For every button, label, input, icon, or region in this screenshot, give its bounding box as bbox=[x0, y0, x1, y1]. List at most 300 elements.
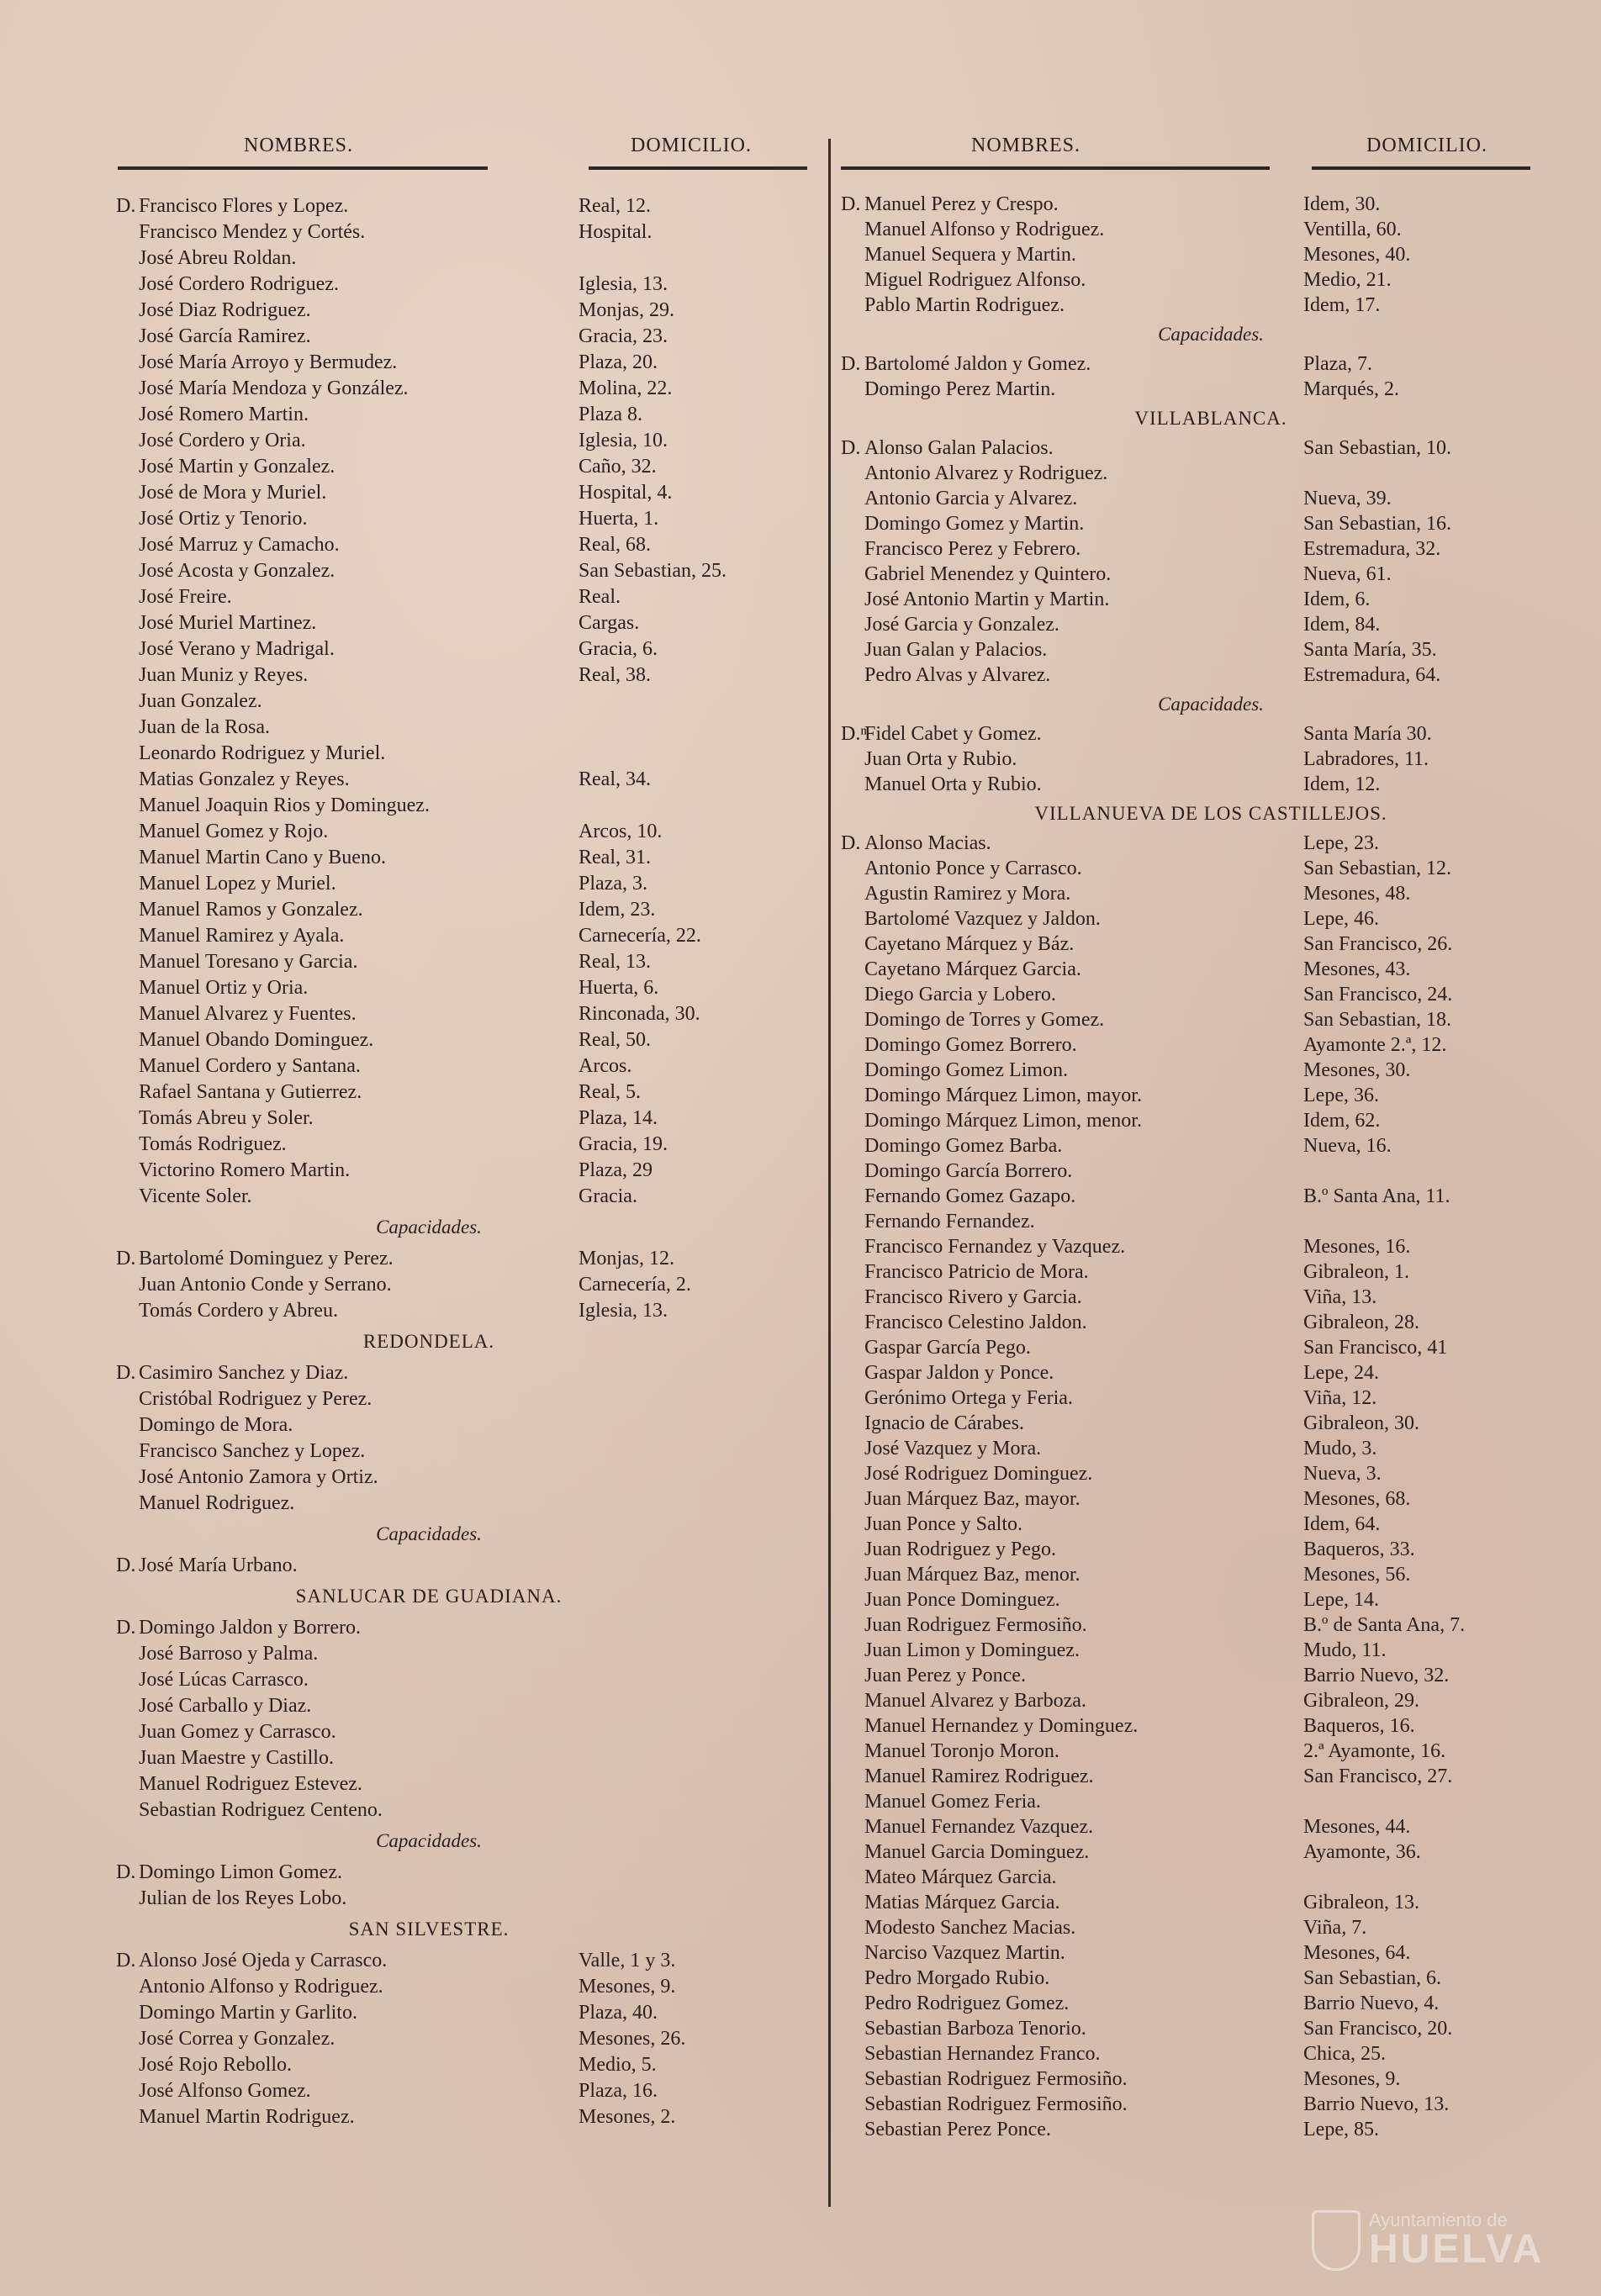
person-name: Domingo Gomez Borrero. bbox=[864, 1034, 1077, 1056]
domicilio: 2.ª Ayamonte, 16. bbox=[1303, 1740, 1446, 1762]
table-row bbox=[0, 612, 824, 638]
person-name: Manuel Orta y Rubio. bbox=[864, 773, 1042, 795]
table-row bbox=[832, 1791, 1601, 1817]
person-name: Francisco Celestino Jaldon. bbox=[864, 1312, 1087, 1333]
person-name: Fidel Cabet y Gomez. bbox=[864, 723, 1042, 745]
domicilio: Mesones, 2. bbox=[579, 2106, 676, 2128]
domicilio: Medio, 21. bbox=[1303, 269, 1392, 291]
table-row bbox=[832, 1059, 1601, 1085]
person-name: Mateo Márquez Garcia. bbox=[864, 1866, 1057, 1888]
domicilio: Rinconada, 30. bbox=[579, 1003, 700, 1025]
table-row bbox=[0, 794, 824, 821]
table-row bbox=[832, 1740, 1601, 1766]
person-name: Tomás Rodriguez. bbox=[139, 1133, 287, 1155]
person-name: Juan Márquez Baz, menor. bbox=[864, 1564, 1081, 1586]
person-name: Domingo de Mora. bbox=[139, 1414, 293, 1436]
table-row bbox=[0, 1799, 824, 1825]
domicilio: Lepe, 24. bbox=[1303, 1362, 1379, 1384]
table-row bbox=[0, 1003, 824, 1029]
domicilio: Gibraleon, 13. bbox=[1303, 1892, 1419, 1913]
table-row bbox=[832, 437, 1601, 463]
table-row bbox=[832, 462, 1601, 488]
person-name: Cayetano Márquez Garcia. bbox=[864, 958, 1081, 980]
domicilio: Nueva, 16. bbox=[1303, 1135, 1392, 1157]
person-name: José Acosta y Gonzalez. bbox=[139, 560, 336, 582]
person-name: Domingo García Borrero. bbox=[864, 1160, 1073, 1182]
table-row bbox=[832, 1312, 1601, 1338]
don-prefix: D. bbox=[841, 437, 861, 459]
domicilio: Barrio Nuevo, 4. bbox=[1303, 1993, 1440, 2014]
table-row bbox=[0, 1274, 824, 1300]
table-row bbox=[0, 638, 824, 664]
table-row bbox=[832, 1211, 1601, 1237]
table-row bbox=[832, 589, 1601, 615]
person-name: Juan Gonzalez. bbox=[139, 690, 262, 712]
person-name: Domingo Gomez Barba. bbox=[864, 1135, 1063, 1157]
person-name: Bartolomé Dominguez y Perez. bbox=[139, 1248, 394, 1269]
person-name: Matias Márquez Garcia. bbox=[864, 1892, 1060, 1913]
person-name: Manuel Obando Dominguez. bbox=[139, 1029, 374, 1051]
table-row bbox=[832, 1513, 1601, 1539]
table-row bbox=[832, 1362, 1601, 1388]
domicilio: Plaza, 40. bbox=[579, 2002, 658, 2024]
person-name: José Antonio Martin y Martin. bbox=[864, 589, 1110, 610]
section-town-heading: VILLABLANCA. bbox=[1134, 408, 1287, 429]
domicilio: Nueva, 3. bbox=[1303, 1463, 1382, 1485]
table-row bbox=[832, 858, 1601, 884]
person-name: José Diaz Rodriguez. bbox=[139, 299, 311, 321]
domicilio: Hospital, 4. bbox=[579, 482, 673, 504]
table-row bbox=[832, 513, 1601, 539]
domicilio: Huerta, 6. bbox=[579, 977, 659, 999]
table-row bbox=[832, 244, 1601, 270]
person-name: Juan Orta y Rubio. bbox=[864, 748, 1017, 770]
person-name: Manuel Toronjo Moron. bbox=[864, 1740, 1059, 1762]
domicilio: Real, 68. bbox=[579, 534, 651, 556]
table-row bbox=[0, 1617, 824, 1643]
person-name: Francisco Perez y Febrero. bbox=[864, 538, 1081, 560]
person-name: Julian de los Reyes Lobo. bbox=[139, 1887, 347, 1909]
domicilio: Carnecería, 22. bbox=[579, 925, 701, 947]
table-row bbox=[832, 958, 1601, 984]
domicilio: Mudo, 11. bbox=[1303, 1639, 1387, 1661]
table-row bbox=[832, 2119, 1601, 2145]
person-name: José Alfonso Gomez. bbox=[139, 2080, 311, 2102]
domicilio: San Francisco, 26. bbox=[1303, 933, 1453, 955]
table-row bbox=[832, 193, 1601, 219]
table-row bbox=[0, 1861, 824, 1887]
table-row bbox=[0, 1643, 824, 1669]
table-row bbox=[832, 1337, 1601, 1363]
table-row bbox=[0, 925, 824, 951]
left-header-nombres: NOMBRES. bbox=[244, 135, 354, 156]
table-row bbox=[0, 221, 824, 247]
table-row bbox=[0, 821, 824, 847]
person-name: Leonardo Rodriguez y Muriel. bbox=[139, 742, 386, 764]
domicilio: Santa María, 35. bbox=[1303, 639, 1437, 661]
person-name: Sebastian Rodriguez Centeno. bbox=[139, 1799, 383, 1821]
don-prefix: D. bbox=[116, 1248, 136, 1269]
person-name: Manuel Alfonso y Rodriguez. bbox=[864, 219, 1105, 240]
domicilio: Molina, 22. bbox=[579, 377, 673, 399]
person-name: Francisco Fernandez y Vazquez. bbox=[864, 1236, 1126, 1258]
table-row bbox=[832, 219, 1601, 245]
table-row bbox=[0, 2028, 824, 2054]
domicilio: Santa María 30. bbox=[1303, 723, 1432, 745]
person-name: Narciso Vazquez Martin. bbox=[864, 1942, 1065, 1964]
section-town-heading: SAN SILVESTRE. bbox=[348, 1919, 510, 1940]
table-row bbox=[832, 1841, 1601, 1867]
person-name: Alonso Galan Palacios. bbox=[864, 437, 1054, 459]
person-name: Cristóbal Rodriguez y Perez. bbox=[139, 1388, 373, 1410]
person-name: Modesto Sanchez Macias. bbox=[864, 1917, 1076, 1939]
domicilio: Lepe, 85. bbox=[1303, 2119, 1379, 2140]
person-name: Ignacio de Cárabes. bbox=[864, 1412, 1024, 1434]
don-prefix: D.ⁿ bbox=[841, 723, 867, 745]
table-row bbox=[0, 1029, 824, 1055]
person-name: Gaspar García Pego. bbox=[864, 1337, 1031, 1359]
table-row bbox=[832, 2043, 1601, 2069]
person-name: Manuel Sequera y Martin. bbox=[864, 244, 1076, 266]
domicilio: Mesones, 64. bbox=[1303, 1942, 1411, 1964]
domicilio: Real, 34. bbox=[579, 768, 651, 790]
table-row bbox=[0, 1721, 824, 1747]
person-name: Juan Maestre y Castillo. bbox=[139, 1747, 334, 1769]
person-name: Gaspar Jaldon y Ponce. bbox=[864, 1362, 1054, 1384]
table-row bbox=[0, 534, 824, 560]
table-row bbox=[0, 508, 824, 534]
domicilio: B.º de Santa Ana, 7. bbox=[1303, 1614, 1466, 1636]
person-name: José María Urbano. bbox=[139, 1554, 298, 1576]
table-row bbox=[0, 299, 824, 325]
person-name: Juan Galan y Palacios. bbox=[864, 639, 1048, 661]
table-row bbox=[832, 1488, 1601, 1514]
domicilio: Gracia, 23. bbox=[579, 325, 668, 347]
table-row bbox=[832, 1993, 1601, 2019]
person-name: Manuel Gomez y Rojo. bbox=[139, 821, 329, 842]
domicilio: Real, 13. bbox=[579, 951, 651, 973]
person-name: Juan Márquez Baz, mayor. bbox=[864, 1488, 1081, 1510]
person-name: Rafael Santana y Gutierrez. bbox=[139, 1081, 362, 1103]
person-name: Manuel Gomez Feria. bbox=[864, 1791, 1041, 1813]
domicilio: San Sebastian, 6. bbox=[1303, 1967, 1441, 1989]
person-name: Sebastian Perez Ponce. bbox=[864, 2119, 1051, 2140]
domicilio: Gibraleon, 29. bbox=[1303, 1690, 1419, 1712]
person-name: Pablo Martin Rodriguez. bbox=[864, 294, 1065, 316]
domicilio: Idem, 62. bbox=[1303, 1110, 1381, 1132]
table-row bbox=[832, 269, 1601, 295]
table-row bbox=[0, 1055, 824, 1081]
don-prefix: D. bbox=[841, 193, 861, 215]
person-name: José Verano y Madrigal. bbox=[139, 638, 335, 660]
table-row bbox=[832, 1085, 1601, 1111]
domicilio: Mesones, 44. bbox=[1303, 1816, 1411, 1838]
table-row bbox=[832, 1589, 1601, 1615]
table-row bbox=[832, 664, 1601, 690]
domicilio: San Francisco, 41 bbox=[1303, 1337, 1448, 1359]
table-row bbox=[0, 1773, 824, 1799]
don-prefix: D. bbox=[841, 353, 861, 375]
domicilio: Baqueros, 16. bbox=[1303, 1715, 1415, 1737]
person-name: Manuel Alvarez y Fuentes. bbox=[139, 1003, 357, 1025]
column-divider bbox=[828, 139, 831, 2207]
domicilio: Hospital. bbox=[579, 221, 653, 243]
person-name: Manuel Lopez y Muriel. bbox=[139, 873, 336, 895]
person-name: Casimiro Sanchez y Diaz. bbox=[139, 1362, 349, 1384]
table-row bbox=[0, 1300, 824, 1326]
person-name: Manuel Rodriguez Estevez. bbox=[139, 1773, 362, 1795]
don-prefix: D. bbox=[116, 1362, 136, 1384]
person-name: Manuel Cordero y Santana. bbox=[139, 1055, 361, 1077]
person-name: José Antonio Zamora y Ortiz. bbox=[139, 1466, 378, 1488]
person-name: José Abreu Roldan. bbox=[139, 247, 297, 269]
domicilio: Mesones, 43. bbox=[1303, 958, 1411, 980]
domicilio: San Sebastian, 18. bbox=[1303, 1009, 1451, 1031]
domicilio: Lepe, 46. bbox=[1303, 908, 1379, 930]
person-name: Domingo Martin y Garlito. bbox=[139, 2002, 357, 2024]
table-row bbox=[0, 1554, 824, 1581]
domicilio: Real, 12. bbox=[579, 195, 651, 217]
domicilio: Ayamonte 2.ª, 12. bbox=[1303, 1034, 1447, 1056]
table-row bbox=[0, 1248, 824, 1274]
right-header-domicilio: DOMICILIO. bbox=[1366, 135, 1487, 156]
table-row bbox=[0, 586, 824, 612]
person-name: José Barroso y Palma. bbox=[139, 1643, 319, 1665]
table-row bbox=[832, 908, 1601, 934]
person-name: Bartolomé Jaldon y Gomez. bbox=[864, 353, 1091, 375]
table-row bbox=[832, 1034, 1601, 1060]
table-row bbox=[0, 977, 824, 1003]
person-name: Juan Gomez y Carrasco. bbox=[139, 1721, 336, 1743]
table-row bbox=[0, 404, 824, 430]
domicilio: Real, 5. bbox=[579, 1081, 641, 1103]
watermark-line2: HUELVA bbox=[1369, 2227, 1545, 2272]
person-name: Juan Antonio Conde y Serrano. bbox=[139, 1274, 392, 1296]
domicilio: Mesones, 26. bbox=[579, 2028, 686, 2050]
person-name: Juan Perez y Ponce. bbox=[864, 1665, 1026, 1686]
person-name: Pedro Alvas y Alvarez. bbox=[864, 664, 1051, 686]
domicilio: Mesones, 30. bbox=[1303, 1059, 1411, 1081]
domicilio: Plaza, 14. bbox=[579, 1107, 658, 1129]
domicilio: Mesones, 48. bbox=[1303, 883, 1411, 905]
person-name: Juan de la Rosa. bbox=[139, 716, 270, 738]
domicilio: Plaza, 3. bbox=[579, 873, 647, 895]
person-name: Alonso José Ojeda y Carrasco. bbox=[139, 1950, 388, 1971]
person-name: Francisco Rivero y Garcia. bbox=[864, 1286, 1082, 1308]
domicilio: Iglesia, 13. bbox=[579, 273, 668, 295]
table-row bbox=[832, 1110, 1601, 1136]
person-name: Manuel Ramirez Rodriguez. bbox=[864, 1766, 1094, 1787]
table-row bbox=[832, 1009, 1601, 1035]
table-row bbox=[0, 273, 824, 299]
person-name: Sebastian Hernandez Franco. bbox=[864, 2043, 1101, 2065]
person-name: Domingo Perez Martin. bbox=[864, 378, 1056, 400]
left-header-rule-2 bbox=[589, 166, 807, 170]
table-row bbox=[832, 1942, 1601, 1968]
table-row bbox=[0, 1950, 824, 1976]
person-name: José María Mendoza y González. bbox=[139, 377, 409, 399]
person-name: Manuel Ortiz y Oria. bbox=[139, 977, 309, 999]
domicilio: San Sebastian, 25. bbox=[579, 560, 727, 582]
table-row bbox=[832, 1438, 1601, 1464]
crest-icon bbox=[1312, 2210, 1361, 2271]
person-name: José Lúcas Carrasco. bbox=[139, 1669, 309, 1691]
table-row bbox=[0, 377, 824, 404]
table-row bbox=[832, 1539, 1601, 1565]
table-row bbox=[0, 742, 824, 768]
domicilio: Mesones, 56. bbox=[1303, 1564, 1411, 1586]
domicilio: Barrio Nuevo, 13. bbox=[1303, 2093, 1450, 2115]
person-name: Manuel Rodriguez. bbox=[139, 1492, 295, 1514]
person-name: Francisco Sanchez y Lopez. bbox=[139, 1440, 366, 1462]
domicilio: Lepe, 23. bbox=[1303, 832, 1379, 854]
don-prefix: D. bbox=[116, 1554, 136, 1576]
table-row bbox=[0, 430, 824, 456]
table-row bbox=[832, 353, 1601, 379]
domicilio: Real. bbox=[579, 586, 621, 608]
table-row bbox=[0, 2106, 824, 2132]
table-row bbox=[0, 1414, 824, 1440]
don-prefix: D. bbox=[116, 1950, 136, 1971]
table-row bbox=[832, 933, 1601, 959]
table-row bbox=[832, 1967, 1601, 1993]
table-row bbox=[832, 538, 1601, 564]
person-name: José Marruz y Camacho. bbox=[139, 534, 340, 556]
person-name: Domingo Jaldon y Borrero. bbox=[139, 1617, 361, 1639]
table-row bbox=[0, 1492, 824, 1518]
domicilio: Mudo, 3. bbox=[1303, 1438, 1377, 1459]
person-name: Domingo Márquez Limon, mayor. bbox=[864, 1085, 1142, 1106]
section-town-heading: VILLANUEVA DE LOS CASTILLEJOS. bbox=[1034, 803, 1387, 824]
section-town-heading: REDONDELA. bbox=[362, 1331, 495, 1352]
person-name: Manuel Fernandez Vazquez. bbox=[864, 1816, 1094, 1838]
table-row bbox=[832, 1917, 1601, 1943]
table-row bbox=[832, 1236, 1601, 1262]
table-row bbox=[0, 482, 824, 508]
right-header-nombres: NOMBRES. bbox=[971, 135, 1081, 156]
table-row bbox=[0, 1887, 824, 1913]
table-row bbox=[832, 488, 1601, 514]
domicilio: Medio, 5. bbox=[579, 2054, 657, 2076]
table-row bbox=[832, 1715, 1601, 1741]
person-name: José Carballo y Diaz. bbox=[139, 1695, 312, 1717]
domicilio: Plaza, 29 bbox=[579, 1159, 653, 1181]
table-row bbox=[0, 247, 824, 273]
domicilio: San Francisco, 24. bbox=[1303, 984, 1453, 1005]
table-row bbox=[832, 1286, 1601, 1312]
domicilio: Gibraleon, 28. bbox=[1303, 1312, 1419, 1333]
person-name: Tomás Abreu y Soler. bbox=[139, 1107, 314, 1129]
person-name: Victorino Romero Martin. bbox=[139, 1159, 351, 1181]
person-name: José Cordero y Oria. bbox=[139, 430, 306, 451]
domicilio: Estremadura, 32. bbox=[1303, 538, 1441, 560]
domicilio: B.º Santa Ana, 11. bbox=[1303, 1185, 1450, 1207]
person-name: Antonio Ponce y Carrasco. bbox=[864, 858, 1082, 879]
table-row bbox=[0, 2080, 824, 2106]
domicilio: Gracia, 19. bbox=[579, 1133, 668, 1155]
table-row bbox=[832, 1261, 1601, 1287]
section-town-heading: SANLUCAR DE GUADIANA. bbox=[295, 1586, 563, 1607]
domicilio: Nueva, 39. bbox=[1303, 488, 1392, 509]
person-name: Sebastian Barboza Tenorio. bbox=[864, 2018, 1086, 2040]
huelva-watermark bbox=[1312, 2198, 1589, 2283]
person-name: Bartolomé Vazquez y Jaldon. bbox=[864, 908, 1101, 930]
table-row bbox=[832, 832, 1601, 858]
person-name: Gabriel Menendez y Quintero. bbox=[864, 563, 1112, 585]
person-name: José de Mora y Muriel. bbox=[139, 482, 327, 504]
person-name: Pedro Morgado Rubio. bbox=[864, 1967, 1050, 1989]
table-row bbox=[832, 563, 1601, 589]
person-name: José Garcia y Gonzalez. bbox=[864, 614, 1059, 636]
person-name: Manuel Garcia Dominguez. bbox=[864, 1841, 1090, 1863]
table-row bbox=[832, 883, 1601, 909]
person-name: Juan Rodriguez Fermosiño. bbox=[864, 1614, 1087, 1636]
domicilio: Gibraleon, 1. bbox=[1303, 1261, 1409, 1283]
person-name: Domingo Gomez Limon. bbox=[864, 1059, 1068, 1081]
domicilio: Cargas. bbox=[579, 612, 640, 634]
domicilio: Idem, 84. bbox=[1303, 614, 1381, 636]
table-row bbox=[832, 1387, 1601, 1413]
table-row bbox=[832, 2093, 1601, 2119]
left-header-domicilio: DOMICILIO. bbox=[631, 135, 752, 156]
table-row bbox=[0, 716, 824, 742]
table-row bbox=[0, 1159, 824, 1185]
person-name: Manuel Martin Rodriguez. bbox=[139, 2106, 355, 2128]
domicilio: Arcos. bbox=[579, 1055, 632, 1077]
domicilio: Lepe, 14. bbox=[1303, 1589, 1379, 1611]
table-row bbox=[832, 1816, 1601, 1842]
table-row bbox=[0, 1976, 824, 2002]
person-name: Domingo Márquez Limon, menor. bbox=[864, 1110, 1142, 1132]
table-row bbox=[832, 1690, 1601, 1716]
table-row bbox=[0, 560, 824, 586]
domicilio: San Sebastian, 10. bbox=[1303, 437, 1451, 459]
table-row bbox=[832, 1614, 1601, 1640]
person-name: Manuel Alvarez y Barboza. bbox=[864, 1690, 1086, 1712]
domicilio: Chica, 25. bbox=[1303, 2043, 1386, 2065]
domicilio: Mesones, 40. bbox=[1303, 244, 1411, 266]
person-name: José Ortiz y Tenorio. bbox=[139, 508, 308, 530]
person-name: José María Arroyo y Bermudez. bbox=[139, 351, 398, 373]
domicilio: Carnecería, 2. bbox=[579, 1274, 691, 1296]
table-row bbox=[832, 614, 1601, 640]
domicilio: Monjas, 12. bbox=[579, 1248, 674, 1269]
table-row bbox=[0, 1185, 824, 1211]
table-row bbox=[832, 1463, 1601, 1489]
domicilio: San Francisco, 20. bbox=[1303, 2018, 1453, 2040]
domicilio: Ayamonte, 36. bbox=[1303, 1841, 1421, 1863]
table-row bbox=[832, 1866, 1601, 1892]
table-row bbox=[0, 1695, 824, 1721]
person-name: José Muriel Martinez. bbox=[139, 612, 317, 634]
person-name: Domingo Limon Gomez. bbox=[139, 1861, 342, 1883]
person-name: Domingo de Torres y Gomez. bbox=[864, 1009, 1105, 1031]
domicilio: Idem, 6. bbox=[1303, 589, 1371, 610]
domicilio: Monjas, 29. bbox=[579, 299, 674, 321]
domicilio: Mesones, 16. bbox=[1303, 1236, 1411, 1258]
person-name: José Rodriguez Dominguez. bbox=[864, 1463, 1093, 1485]
domicilio: Real, 31. bbox=[579, 847, 651, 868]
don-prefix: D. bbox=[841, 832, 861, 854]
domicilio: San Sebastian, 12. bbox=[1303, 858, 1451, 879]
don-prefix: D. bbox=[116, 195, 136, 217]
person-name: Juan Ponce y Salto. bbox=[864, 1513, 1022, 1535]
domicilio: Plaza 8. bbox=[579, 404, 642, 425]
table-row bbox=[0, 325, 824, 351]
domicilio: Idem, 64. bbox=[1303, 1513, 1381, 1535]
table-row bbox=[0, 351, 824, 377]
person-name: Antonio Garcia y Alvarez. bbox=[864, 488, 1078, 509]
